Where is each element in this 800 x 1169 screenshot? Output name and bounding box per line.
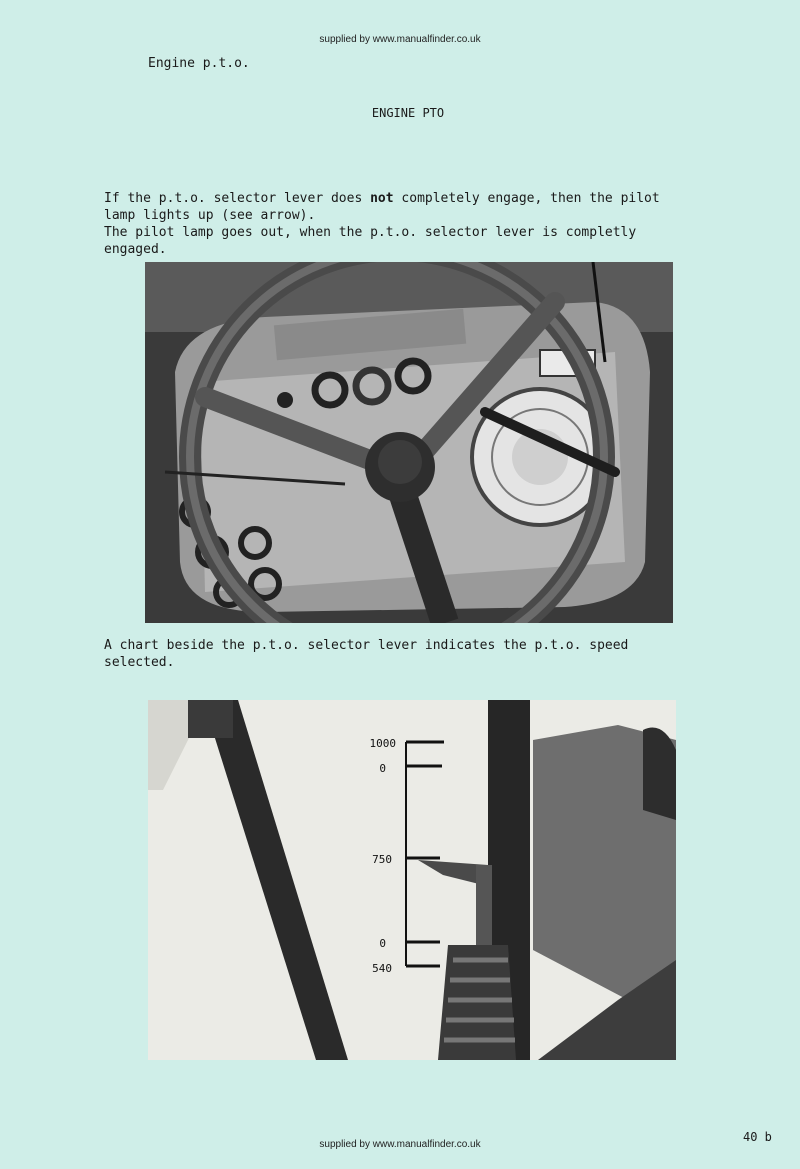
para1-part-a: If the p.t.o. selector lever does — [104, 191, 371, 206]
page-title: ENGINE PTO — [371, 106, 445, 120]
paragraph-speed-chart: A chart beside the p.t.o. selector lever indicates the p.t.o. speed selected. — [104, 638, 629, 670]
supplied-by-header: supplied by www.manualfinder.co.uk — [319, 34, 481, 45]
section-title: Engine p.t.o. — [148, 56, 250, 71]
para1-emphasis: not — [370, 191, 394, 206]
paragraph-pilot-lamp — [104, 190, 744, 258]
speed-label-1000: 1000 — [369, 737, 396, 750]
speed-label-540: 540 — [372, 962, 392, 975]
speed-label-750: 750 — [372, 853, 392, 866]
para1-part-b: completely engage, then the pilot lamp lights up (see arrow). The pilot lamp goes out, when the p.t.o. selector lever is completly engaged. — [104, 191, 660, 257]
speed-label-0-upper: 0 — [379, 762, 386, 775]
dashboard-photo — [145, 262, 673, 623]
supplied-by-footer: supplied by www.manualfinder.co.uk — [319, 1139, 481, 1150]
speed-label-0-lower: 0 — [379, 937, 386, 950]
pto-lever-photo — [148, 700, 676, 1060]
page-number: 40 b — [743, 1130, 772, 1144]
